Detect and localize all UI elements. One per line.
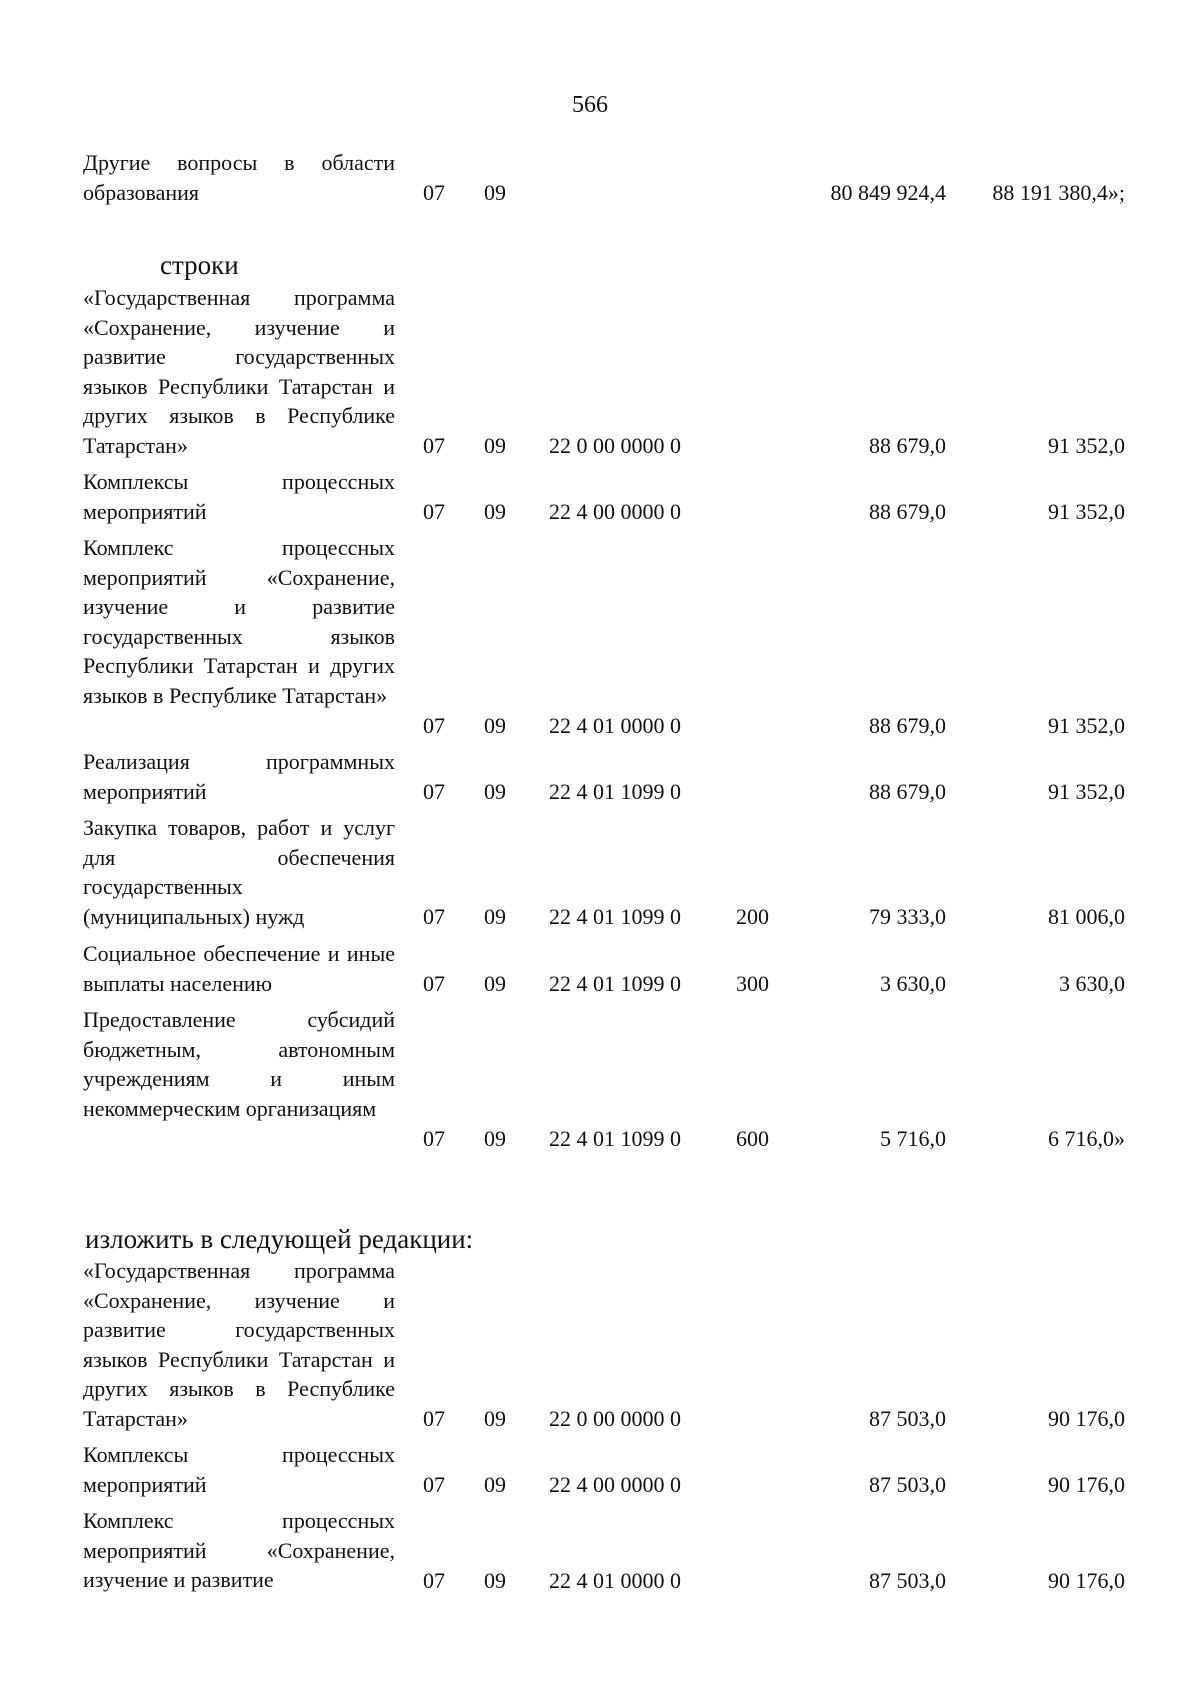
target-article-code: 22 4 01 1099 0	[549, 1125, 681, 1151]
table-row	[0, 283, 1200, 460]
amount-year-2: 90 176,0	[1048, 1471, 1125, 1497]
row-description: Комплексы процессных мероприятий	[83, 469, 395, 524]
amount-year-2: 88 191 380,4»;	[992, 179, 1125, 205]
amount-year-1: 87 503,0	[869, 1567, 946, 1593]
row-description: Социальное обеспечение и иные выплаты населению	[83, 941, 395, 996]
amount-year-2: 3 630,0	[1059, 970, 1125, 996]
expense-type-code: 600	[736, 1125, 769, 1151]
amount-year-1: 88 679,0	[869, 712, 946, 738]
target-article-code: 22 0 00 0000 0	[549, 432, 681, 458]
amount-year-2: 91 352,0	[1048, 432, 1125, 458]
table-row	[0, 1440, 1200, 1499]
subsection-code: 09	[484, 712, 506, 738]
target-article-code: 22 4 01 1099 0	[549, 903, 681, 929]
amount-year-1: 88 679,0	[869, 778, 946, 804]
target-article-code: 22 4 01 0000 0	[549, 712, 681, 738]
target-article-code: 22 4 01 0000 0	[549, 1567, 681, 1593]
amount-year-2: 90 176,0	[1048, 1567, 1125, 1593]
section-code: 07	[423, 1125, 445, 1151]
amount-year-1: 88 679,0	[869, 432, 946, 458]
target-article-code: 22 4 00 0000 0	[549, 1471, 681, 1497]
subsection-code: 09	[484, 778, 506, 804]
table-row	[0, 813, 1200, 931]
amount-year-2: 6 716,0»	[1048, 1125, 1125, 1151]
section-code: 07	[423, 498, 445, 524]
row-description: «Государственная программа «Сохранение, изучение и развитие государственных языков Республики Татарстан и других языков в Республике Татарстан»	[83, 285, 395, 458]
section-code: 07	[423, 432, 445, 458]
row-description: Комплекс процессных мероприятий «Сохранение, изучение и развитие	[83, 1508, 395, 1592]
target-article-code: 22 0 00 0000 0	[549, 1405, 681, 1431]
row-description: «Государственная программа «Сохранение, изучение и развитие государственных языков Республики Татарстан и других языков в Республике Татарстан»	[83, 1258, 395, 1431]
amount-year-2: 91 352,0	[1048, 498, 1125, 524]
amount-year-1: 5 716,0	[880, 1125, 946, 1151]
subsection-code: 09	[484, 498, 506, 524]
section-heading: изложить в следующей редакции:	[85, 1224, 474, 1254]
subsection-code: 09	[484, 179, 506, 205]
expense-type-code: 300	[736, 970, 769, 996]
amount-year-1: 3 630,0	[880, 970, 946, 996]
subsection-code: 09	[484, 1471, 506, 1497]
subsection-code: 09	[484, 903, 506, 929]
amount-year-1: 80 849 924,4	[830, 179, 946, 205]
section-code: 07	[423, 970, 445, 996]
amount-year-1: 88 679,0	[869, 498, 946, 524]
subsection-code: 09	[484, 1405, 506, 1431]
table-row	[0, 1005, 1200, 1153]
table-row	[0, 467, 1200, 526]
amount-year-1: 87 503,0	[869, 1471, 946, 1497]
row-description: Реализация программных мероприятий	[83, 749, 395, 804]
section-code: 07	[423, 1405, 445, 1431]
row-description: Закупка товаров, работ и услуг для обеспечения государственных (муниципальных) нужд	[83, 815, 395, 929]
section-code: 07	[423, 712, 445, 738]
page-number: 566	[572, 92, 608, 118]
amount-year-1: 87 503,0	[869, 1405, 946, 1431]
subsection-code: 09	[484, 970, 506, 996]
table-row	[0, 939, 1200, 998]
table-row	[0, 1506, 1200, 1595]
section-code: 07	[423, 179, 445, 205]
amount-year-2: 90 176,0	[1048, 1405, 1125, 1431]
table-row	[0, 533, 1200, 740]
amount-year-2: 91 352,0	[1048, 712, 1125, 738]
section-code: 07	[423, 903, 445, 929]
section-heading: строки	[160, 250, 239, 280]
table-row	[0, 747, 1200, 806]
amount-year-2: 81 006,0	[1048, 903, 1125, 929]
section-code: 07	[423, 1567, 445, 1593]
amount-year-1: 79 333,0	[869, 903, 946, 929]
target-article-code: 22 4 01 1099 0	[549, 778, 681, 804]
expense-type-code: 200	[736, 903, 769, 929]
section-code: 07	[423, 1471, 445, 1497]
amount-year-2: 91 352,0	[1048, 778, 1125, 804]
row-description: Комплекс процессных мероприятий «Сохранение, изучение и развитие государственных языков Республики Татарстан и других языков в Республике Татарстан»	[83, 535, 395, 708]
subsection-code: 09	[484, 1125, 506, 1151]
table-row	[0, 148, 1200, 207]
row-description: Комплексы процессных мероприятий	[83, 1442, 395, 1497]
subsection-code: 09	[484, 1567, 506, 1593]
target-article-code: 22 4 00 0000 0	[549, 498, 681, 524]
subsection-code: 09	[484, 432, 506, 458]
row-description: Другие вопросы в области образования	[83, 150, 395, 205]
row-description: Предоставление субсидий бюджетным, автономным учреждениям и иным некоммерческим организациям	[83, 1007, 395, 1121]
target-article-code: 22 4 01 1099 0	[549, 970, 681, 996]
section-code: 07	[423, 778, 445, 804]
table-row	[0, 1256, 1200, 1433]
